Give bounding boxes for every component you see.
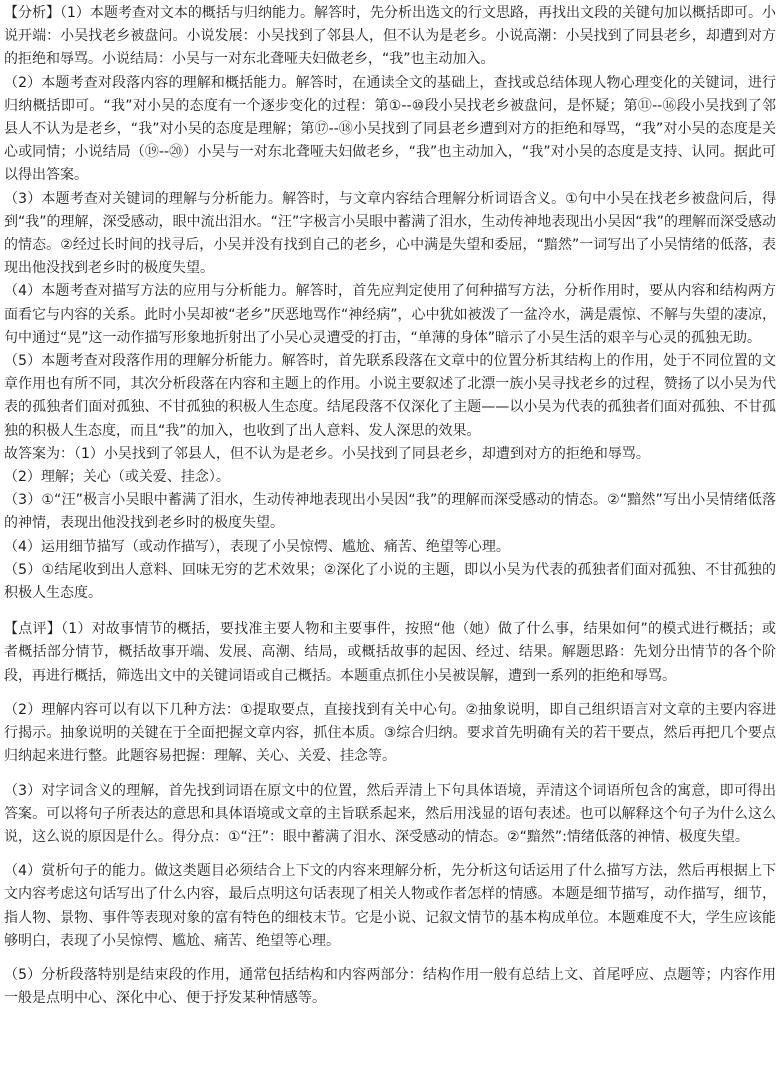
comment-paragraph-5: （5）分析段落特别是结束段的作用，通常包括结构和内容两部分：结构作用一般有总结上文、首尾呼应、点题等；内容作用一般是点明中心、深化中心、便于抒发某种情感等。 — [4, 966, 776, 1007]
comment-paragraph-2: （2）理解内容可以有以下几种方法：①提取要点，直接找到有关中心句。②抽象说明，即自己组织语言对文章的主要内容进行揭示。抽象说明的关键在于全面把握文章内容，抓住本质。③综合归纳。要求首先明确有关的若干要点，然后再把几个要点归纳起来进行整。此题容易把握：理解、关心、关爱、挂念等。 — [4, 701, 776, 765]
paragraph-spacer — [4, 769, 776, 780]
analysis-paragraph-4: （4）本题考查对描写方法的应用与分析能力。解答时，首先应判定使用了何种描写方法，分析作用时，要从内容和结构两方面看它与内容的关系。此时小吴却被“老乡”厌恶地骂作“神经病”，心中犹如被泼了一盆冷水，满是震惊、不解与失望的凄凉，句中通过“晃”这一动作描写形象地折射出了小吴心灵遭受的打击，“单薄的身体”暗示了小吴生活的艰辛与心灵的孤独无助。 — [4, 283, 776, 346]
comments-section — [4, 618, 776, 1010]
paragraph-spacer — [4, 953, 776, 964]
comment-paragraph-4: （4）赏析句子的能力。做这类题目必须结合上下文的内容来理解分析，先分析这句话运用了什么描写方法，然后再根据上下文内容考虑这句话写出了什么内容，最后点明这句话表现了相关人物或作者怎样的情感。本题是细节描写，动作描写，细节，指人物、景物、事件等表现对象的富有特色的细枝末节。它是小说、记叙文情节的基本构成单位。本题难度不大，学生应该能够明白，表现了小吴惊愕、尴尬、痛苦、绝望等心理。 — [4, 863, 776, 949]
analysis-paragraph-2: （2）本题考查对段落内容的理解和概括能力。解答时，在通读全文的基础上，查找或总结体现人物心理变化的关键词，进行归纳概括即可。“我”对小吴的态度有一个逐步变化的过程：第①--⑩段小吴找老乡被盘问，是怀疑；第⑪--⑯段小吴找到了邻县人不认为是老乡，“我”对小吴的态度是理解；第⑰--⑱小吴找到了同县老乡遭到对方的拒绝和辱骂，“我”对小吴的态度是关心或同情；小说结局（⑲--⑳）小吴与一对东北聋哑夫妇做老乡，“我”也主动加入，“我”对小吴的态度是支持、认同。据此可以得出答案。 — [4, 74, 776, 184]
comment-paragraph-3: （3）对字词含义的理解，首先找到词语在原文中的位置，然后弄清上下句具体语境，弄清这个词语所包含的寓意，即可得出答案。可以将句子所表达的意思和具体语境或文章的主旨联系起来，然后用浅显的语句表述。也可以解释这个句子为什么这么说，这么说的原因是什么。得分点：①“汪”：眼中蓄满了泪水、深受感动的情态。②“黯然”:情绪低落的神情、极度失望。 — [4, 782, 776, 845]
answers-section — [4, 443, 776, 605]
comment-paragraph-1: 【点评】（1）对故事情节的概括，要找准主要人物和主要事件，按照“他（她）做了什么事，结果如何”的模式进行概括；或者概括部分情节，概括故事开端、发展、高潮、结局，或概括故事的起因、经过、结果。解题思路：先划分出情节的各个阶段，再进行概括，筛选出文中的关键词语或自己概括。本题重点抓住小吴被误解，遭到一系列的拒绝和辱骂。 — [4, 621, 776, 684]
analysis-paragraph-1: 【分析】（1）本题考查对文本的概括与归纳能力。解答时，先分析出选文的行文思路，再找出文段的关键句加以概括即可。小说开端：小吴找老乡被盘问。小说发展：小吴找到了邻县人，但不认为是老乡。小说高潮：小吴找到了同县老乡，却遭到对方的拒绝和辱骂。小说结局：小吴与一对东北聋哑夫妇做老乡，“我”也主动加入。 — [4, 5, 776, 68]
section-spacer — [4, 605, 776, 618]
analysis-paragraph-3: （3）本题考查对关键词的理解与分析能力。解答时，与文章内容结合理解分析词语含义。①句中小吴在找老乡被盘问后，得到“我”的理解，深受感动，眼中流出泪水。“汪”字极言小吴眼中蓄满了泪水，生动传神地表现出小吴因“我”的理解而深受感动的情态。②经过长时间的找寻后，小吴并没有找到自己的老乡，心中满是失望和委屈，“黯然”一词写出了小吴情绪的低落，表现出他没找到老乡时的极度失望。 — [4, 190, 776, 277]
analysis-section — [4, 2, 776, 443]
answer-line-4: （4）运用细节描写（或动作描写），表现了小吴惊愕、尴尬、痛苦、绝望等心理。 — [4, 538, 510, 555]
answer-line-5: （5）①结尾收到出人意料、回味无穷的艺术效果；②深化了小说的主题，即以小吴为代表的孤独者们面对孤独、不甘孤独的积极人生态度。 — [4, 561, 776, 602]
answer-line-3: （3）①“汪”极言小吴眼中蓄满了泪水，生动传神地表现出小吴因“我”的理解而深受感动的情态。②“黯然”写出小吴情绪低落的神情，表现出他没找到老乡时的极度失望。 — [4, 492, 776, 532]
paragraph-spacer — [4, 688, 776, 699]
analysis-paragraph-5: （5）本题考查对段落作用的理解分析能力。解答时，首先联系段落在文章中的位置分析其结构上的作用，处于不同位置的文章作用也有所不同，其次分析段落在内容和主题上的作用。小说主要叙述了北漂一族小吴寻找老乡的过程，赞扬了以小吴为代表的孤独者们面对孤独、不甘孤独的积极人生态度。结尾段落不仅深化了主题——以小吴为代表的孤独者们面对孤独、不甘孤独的积极人生态度，而且“我”的加入，也收到了出人意料、发人深思的效果。 — [4, 353, 776, 439]
answer-line-2: （2）理解；关心（或关爱、挂念）。 — [4, 469, 230, 486]
paragraph-spacer — [4, 849, 776, 860]
answer-line-1: 故答案为：（1）小吴找到了邻县人，但不认为是老乡。小吴找到了同县老乡，却遭到对方的拒绝和辱骂。 — [4, 445, 650, 462]
